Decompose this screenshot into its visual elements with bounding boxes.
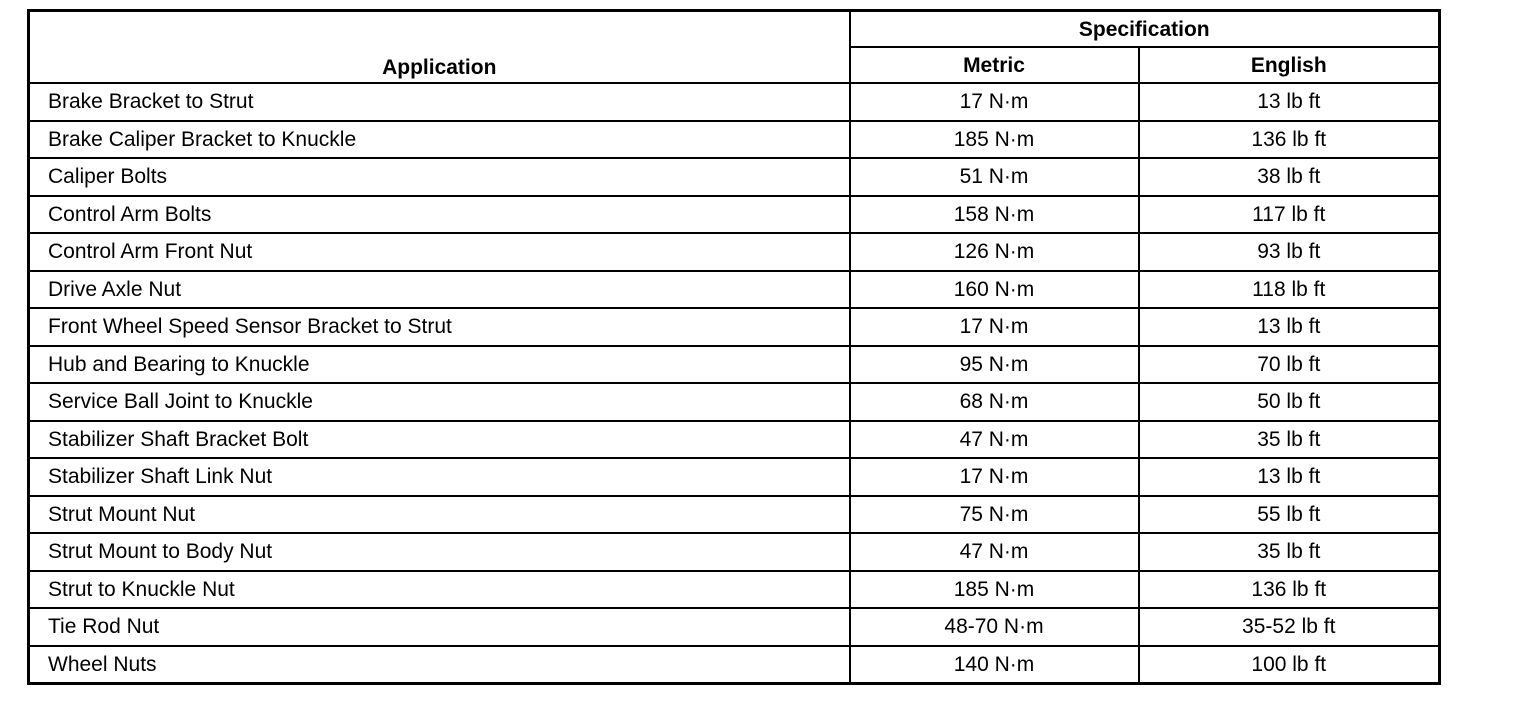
application-cell: Front Wheel Speed Sensor Bracket to Strut xyxy=(29,308,850,346)
table-row xyxy=(29,383,1440,421)
table-row xyxy=(29,346,1440,384)
table-row xyxy=(29,158,1440,196)
english-cell: 13 lb ft xyxy=(1139,83,1440,121)
table-row xyxy=(29,571,1440,609)
english-cell: 117 lb ft xyxy=(1139,196,1440,234)
table-row xyxy=(29,308,1440,346)
metric-cell: 185 N·m xyxy=(850,121,1139,159)
english-cell: 100 lb ft xyxy=(1139,646,1440,684)
application-cell: Tie Rod Nut xyxy=(29,608,850,646)
table-row xyxy=(29,458,1440,496)
english-cell: 93 lb ft xyxy=(1139,233,1440,271)
english-column-header: English xyxy=(1139,47,1440,83)
metric-column-header: Metric xyxy=(850,47,1139,83)
application-cell: Control Arm Bolts xyxy=(29,196,850,234)
english-cell: 35 lb ft xyxy=(1139,533,1440,571)
metric-cell: 185 N·m xyxy=(850,571,1139,609)
english-cell: 70 lb ft xyxy=(1139,346,1440,384)
application-cell: Brake Bracket to Strut xyxy=(29,83,850,121)
metric-cell: 158 N·m xyxy=(850,196,1139,234)
english-cell: 35 lb ft xyxy=(1139,421,1440,459)
table-row xyxy=(29,83,1440,121)
english-cell: 118 lb ft xyxy=(1139,271,1440,309)
english-cell: 38 lb ft xyxy=(1139,158,1440,196)
english-cell: 55 lb ft xyxy=(1139,496,1440,534)
table-row xyxy=(29,271,1440,309)
application-cell: Strut Mount Nut xyxy=(29,496,850,534)
application-cell: Stabilizer Shaft Bracket Bolt xyxy=(29,421,850,459)
specification-group-header: Specification xyxy=(850,11,1440,48)
application-cell: Drive Axle Nut xyxy=(29,271,850,309)
table-row xyxy=(29,533,1440,571)
metric-cell: 51 N·m xyxy=(850,158,1139,196)
application-column-header: Application xyxy=(29,11,850,84)
metric-cell: 47 N·m xyxy=(850,421,1139,459)
metric-cell: 75 N·m xyxy=(850,496,1139,534)
application-cell: Service Ball Joint to Knuckle xyxy=(29,383,850,421)
table-row xyxy=(29,233,1440,271)
english-cell: 13 lb ft xyxy=(1139,308,1440,346)
table-row xyxy=(29,496,1440,534)
metric-cell: 48-70 N·m xyxy=(850,608,1139,646)
english-cell: 50 lb ft xyxy=(1139,383,1440,421)
metric-cell: 68 N·m xyxy=(850,383,1139,421)
english-cell: 136 lb ft xyxy=(1139,121,1440,159)
metric-cell: 126 N·m xyxy=(850,233,1139,271)
english-cell: 136 lb ft xyxy=(1139,571,1440,609)
application-cell: Brake Caliper Bracket to Knuckle xyxy=(29,121,850,159)
application-cell: Hub and Bearing to Knuckle xyxy=(29,346,850,384)
application-cell: Strut Mount to Body Nut xyxy=(29,533,850,571)
table-row xyxy=(29,421,1440,459)
application-cell: Control Arm Front Nut xyxy=(29,233,850,271)
metric-cell: 17 N·m xyxy=(850,308,1139,346)
metric-cell: 17 N·m xyxy=(850,83,1139,121)
table-row xyxy=(29,196,1440,234)
table-body xyxy=(29,83,1440,684)
fastener-specification-table xyxy=(27,9,1441,685)
table-row xyxy=(29,646,1440,684)
application-cell: Stabilizer Shaft Link Nut xyxy=(29,458,850,496)
application-cell: Caliper Bolts xyxy=(29,158,850,196)
application-cell: Strut to Knuckle Nut xyxy=(29,571,850,609)
table-row xyxy=(29,608,1440,646)
metric-cell: 140 N·m xyxy=(850,646,1139,684)
metric-cell: 17 N·m xyxy=(850,458,1139,496)
table-row xyxy=(29,121,1440,159)
metric-cell: 160 N·m xyxy=(850,271,1139,309)
application-cell: Wheel Nuts xyxy=(29,646,850,684)
english-cell: 13 lb ft xyxy=(1139,458,1440,496)
metric-cell: 95 N·m xyxy=(850,346,1139,384)
metric-cell: 47 N·m xyxy=(850,533,1139,571)
english-cell: 35-52 lb ft xyxy=(1139,608,1440,646)
